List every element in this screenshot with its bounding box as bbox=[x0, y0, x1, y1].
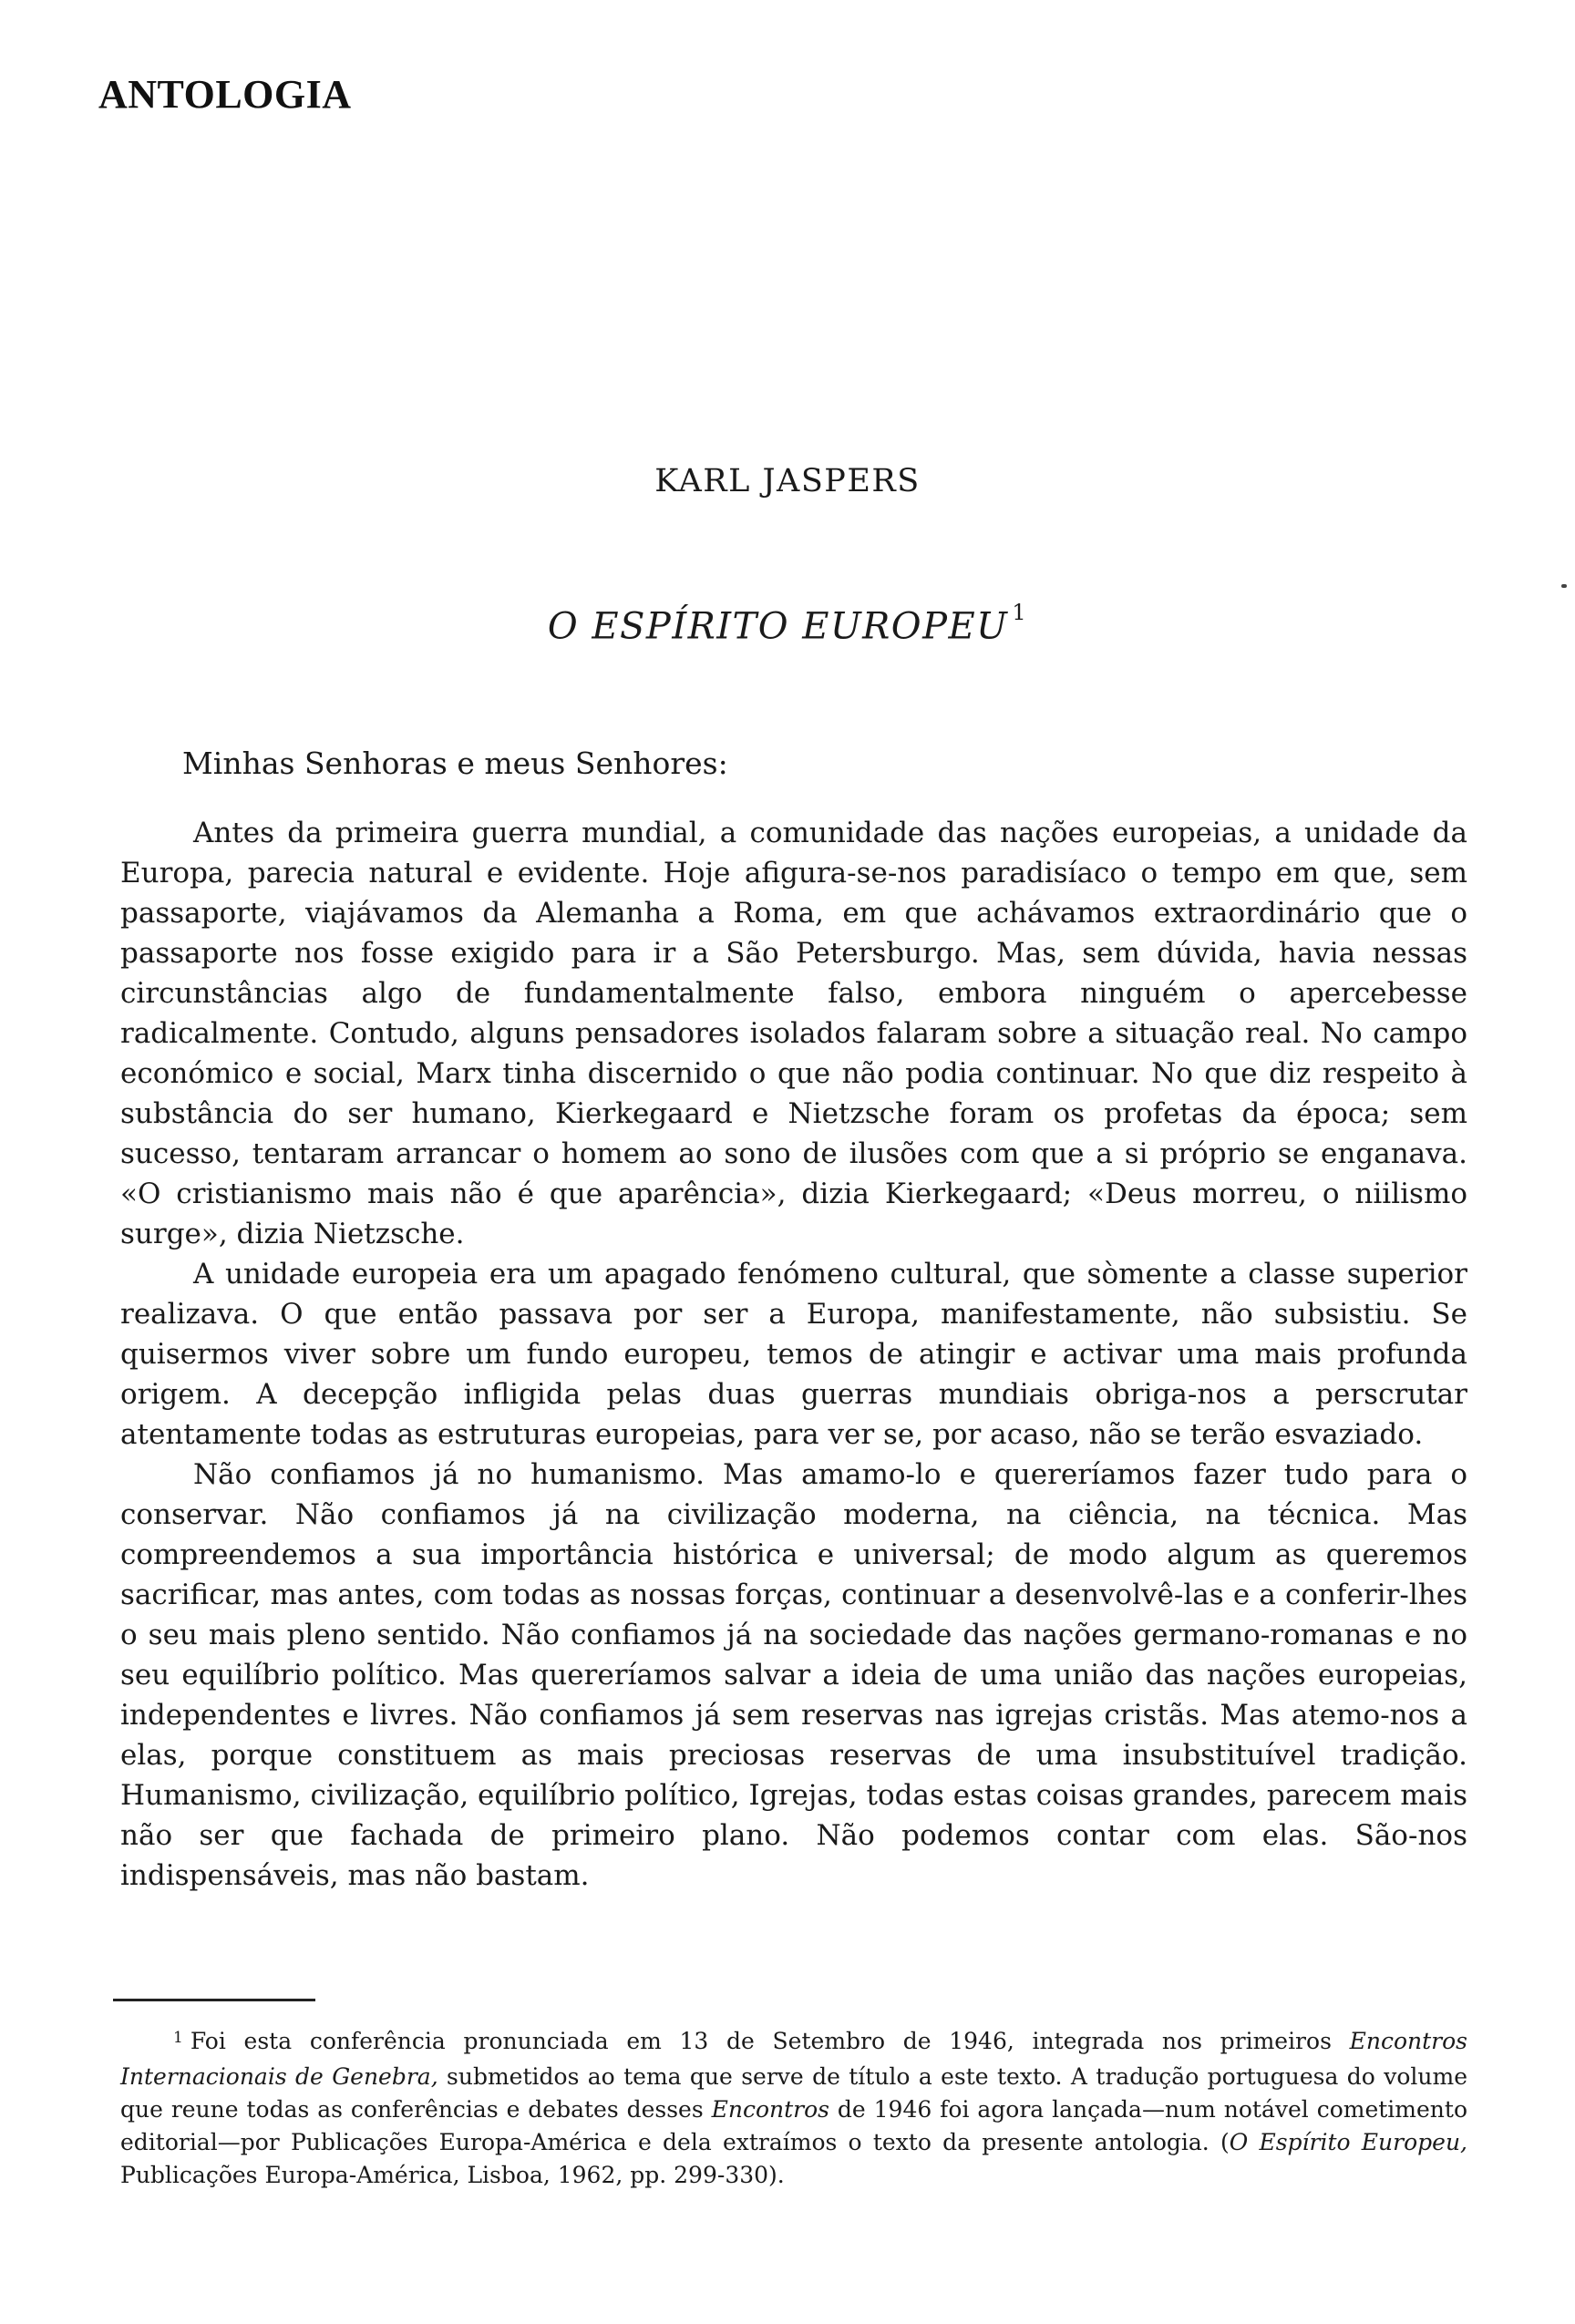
footnote bbox=[120, 2025, 1467, 2192]
paragraph: Não confiamos já no humanismo. Mas amamo-lo e quereríamos fazer tudo para o conservar. Não confiamos já na civilização moderna, na ciência, na técnica. Mas compreendemos a sua importância histórica e universal; de modo algum as queremos sacrificar, mas antes, com todas as nossas forças, continuar a desenvolvê-las e a conferir-lhes o seu mais pleno sentido. Não confiamos já na sociedade das nações germano-romanas e no seu equilíbrio político. Mas quereríamos salvar a ideia de uma união das nações europeias, independentes e livres. Não confiamos já sem reservas nas igrejas cristãs. Mas atemo-nos a elas, porque constituem as mais preciosas reservas de uma insubstituível tradição. Humanismo, civilização, equilíbrio político, Igrejas, todas estas coisas grandes, parecem mais não ser que fachada de primeiro plano. Não podemos contar com elas. São-nos indispensáveis, mas não bastam. bbox=[120, 1458, 1467, 1892]
margin-speck bbox=[1561, 584, 1567, 588]
title-footnote-mark: 1 bbox=[1012, 600, 1028, 625]
paragraph: Antes da primeira guerra mundial, a comunidade das nações europeias, a unidade da Europa, parecia natural e evidente. Hoje afigura-se-nos paradisíaco o tempo em que, sem passaporte, viajávamos da Alemanha a Roma, em que achávamos extraordinário que o passaporte nos fosse exigido para ir a São Petersburgo. Mas, sem dúvida, havia nessas circunstâncias algo de fundamentalmente falso, embora ninguém o apercebesse radicalmente. Contudo, alguns pensadores isolados falaram sobre a situação real. No campo económico e social, Marx tinha discernido o que não podia continuar. No que diz respeito à substância do ser humano, Kierkegaard e Nietzsche foram os profetas da época; sem sucesso, tentaram arrancar o homem ao sono de ilusões com que a si próprio se enganava. «O cristianismo mais não é que aparência», dizia Kierkegaard; «Deus morreu, o niilismo surge», dizia Nietzsche. bbox=[120, 817, 1467, 1250]
section-label: ANTOLOGIA bbox=[98, 72, 352, 117]
author-name: KARL JASPERS bbox=[654, 463, 921, 499]
footnote-text: de 1946 foi agora lançada—num notável cometimento editorial—por Publicações Europa-América e dela extraímos o texto da presente antologia. ( bbox=[120, 2096, 1468, 2155]
footnote-italic-text: Encontros bbox=[711, 2096, 829, 2123]
footnote-italic-text: Encontros Internacionais de Genebra, bbox=[120, 2028, 1467, 2090]
footnote-text: Publicações Europa-América, Lisboa, 1962, pp. 299-330). bbox=[120, 2162, 785, 2188]
article-title-text: O ESPÍRITO EUROPEU bbox=[547, 605, 1009, 648]
salutation: Minhas Senhoras e meus Senhores: bbox=[182, 746, 728, 781]
footnote-italic-text: O Espírito Europeu, bbox=[1229, 2129, 1467, 2155]
footnote-text: Foi esta conferência pronunciada em 13 de Setembro de 1946, integrada nos primeiros bbox=[190, 2028, 1350, 2054]
footnote-divider bbox=[113, 1999, 315, 2001]
footnote-text: submetidos ao tema que serve de título a este texto. A tradução portuguesa do volume que reune todas as conferências e debates desses bbox=[120, 2063, 1467, 2123]
footnote-mark: 1 bbox=[173, 2029, 183, 2047]
paragraph: A unidade europeia era um apagado fenómeno cultural, que sòmente a classe superior realizava. O que então passava por ser a Europa, manifestamente, não subsistiu. Se quisermos viver sobre um fundo europeu, temos de atingir e activar uma mais profunda origem. A decepção infligida pelas duas guerras mundiais obriga-nos a perscrutar atentamente todas as estruturas europeias, para ver se, por acaso, não se terão esvaziado. bbox=[120, 1258, 1467, 1451]
body-text bbox=[120, 813, 1467, 1896]
article-title bbox=[0, 600, 1575, 648]
